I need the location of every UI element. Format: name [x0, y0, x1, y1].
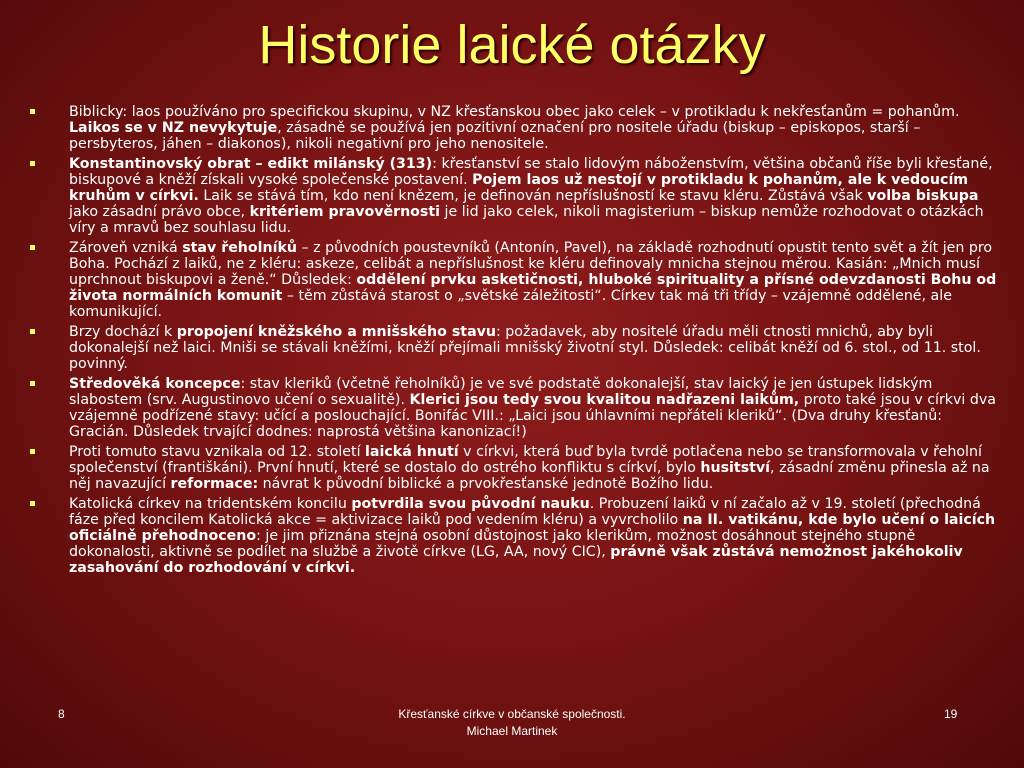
- bullet-item-3: Zároveň vzniká stav řeholníků – z původních poustevníků (Antonín, Pavel), na základě rozhodnutí opustit tento svět a žít jen pro Boha. Pochází z laiků, ne z kléru: askeze, celibát a nepříslušnost ke kléru definovaly mnicha stejnou měrou. Kasián: „Mnich musí uprchnout biskupovi a ženě.“ Důsledek: oddělení prvku asketičnosti, hluboké spirituality a přísné odevzdanosti Bohu od života normálních komunit – těm zůstává starost o „světské záležitosti“. Církev tak má tři třídy – vzájemně oddělené, ale komunikující.: [24, 240, 1000, 320]
- bullet-list: [24, 104, 1000, 580]
- bullet-item-6: Proti tomuto stavu vznikala od 12. století laická hnutí v církvi, která buď byla tvrdě potlačena nebo se transformovala v řeholní společenství (františkáni). První hnutí, které se dostalo do ostrého konfliktu s církví, bylo husitství, zásadní změnu přinesla až na něj navazující reformace: návrat k původní biblické a prvokřesťanské jednotě Božího lidu.: [24, 444, 1000, 492]
- bullet-item-4: Brzy dochází k propojení kněžského a mnišského stavu: požadavek, aby nositelé úřadu měli ctnosti mnichů, aby byli dokonalejší než laici. Mniši se stávali kněžími, kněží přejímali mnišský životní styl. Důsledek: celibát kněží od 6. stol., od 11. stol. povinný.: [24, 324, 1000, 372]
- bullet-marker: [30, 449, 35, 454]
- bullet-item-1: Biblicky: laos používáno pro specifickou skupinu, v NZ křesťanskou obec jako celek – v protikladu k nekřesťanům = pohanům. Laikos se v NZ nevykytuje, zásadně se používá jen pozitivní označení pro nositele úřadu (biskup – episkopos, starší – persbyteros, jáhen – diakonos), nikoli negativní pro jeho nenositele.: [24, 104, 1000, 152]
- slide-number-left: 8: [58, 707, 65, 721]
- bullet-item-7: Katolická církev na tridentském koncilu potvrdila svou původní nauku. Probuzení laiků v ní začalo až v 19. století (přechodná fáze před koncilem Katolická akce = aktivizace laiků pod vedením kléru) a vyvrcholilo na II. vatikánu, kde bylo učení o laicích oficiálně přehodnoceno: je jim přiznána stejná osobní důstojnost jako klerikům, možnost dosáhnout stejného stupně dokonalosti, aktivně se podílet na službě a životě církve (LG, AA, nový CIC), právně však zůstává nemožnost jakéhokoliv zasahování do rozhodování v církvi.: [24, 496, 1000, 576]
- bullet-item-5: Středověká koncepce: stav kleriků (včetně řeholníků) je ve své podstatě dokonalejší, stav laický je jen ústupek lidským slabostem (srv. Augustinovo učení o sexualitě). Klerici jsou tedy svou kvalitou nadřazeni laikům, proto také jsou v církvi dva vzájemně podřízené stavy: učící a poslouchající. Bonifác VIII.: „Laici jsou úhlavními nepřáteli kleriků“. (Dva druhy křesťanů: Gracián. Důsledek trvající dodnes: naprostá většina kanonizací!): [24, 376, 1000, 440]
- bullet-marker: [30, 109, 35, 114]
- footer-line-2: Michael Martinek: [466, 724, 558, 738]
- bullet-marker: [30, 161, 35, 166]
- footer-line-1: Křesťanské církve v občanské společnosti.: [398, 707, 626, 721]
- footer-caption: [312, 706, 712, 740]
- slide-title: Historie laické otázky: [258, 15, 766, 75]
- bullet-marker: [30, 501, 35, 506]
- bullet-marker: [30, 245, 35, 250]
- bullet-marker: [30, 329, 35, 334]
- bullet-marker: [30, 381, 35, 386]
- slide-number-right: 19: [944, 707, 958, 721]
- bullet-item-2: Konstantinovský obrat – edikt milánský (313): křesťanství se stalo lidovým náboženstvím, většina občanů říše byli křesťané, biskupové a kněží získali vysoké společenské postavení. Pojem laos už nestojí v protikladu k pohanům, ale k vedoucím kruhům v církvi. Laik se stává tím, kdo není knězem, je definován nepříslušností ke stavu kléru. Zůstává však volba biskupa jako zásadní právo obce, kritériem pravověrnosti je lid jako celek, nikoli magisterium – biskup nemůže rozhodovat o otázkách víry a mravů bez souhlasu lidu.: [24, 156, 1000, 236]
